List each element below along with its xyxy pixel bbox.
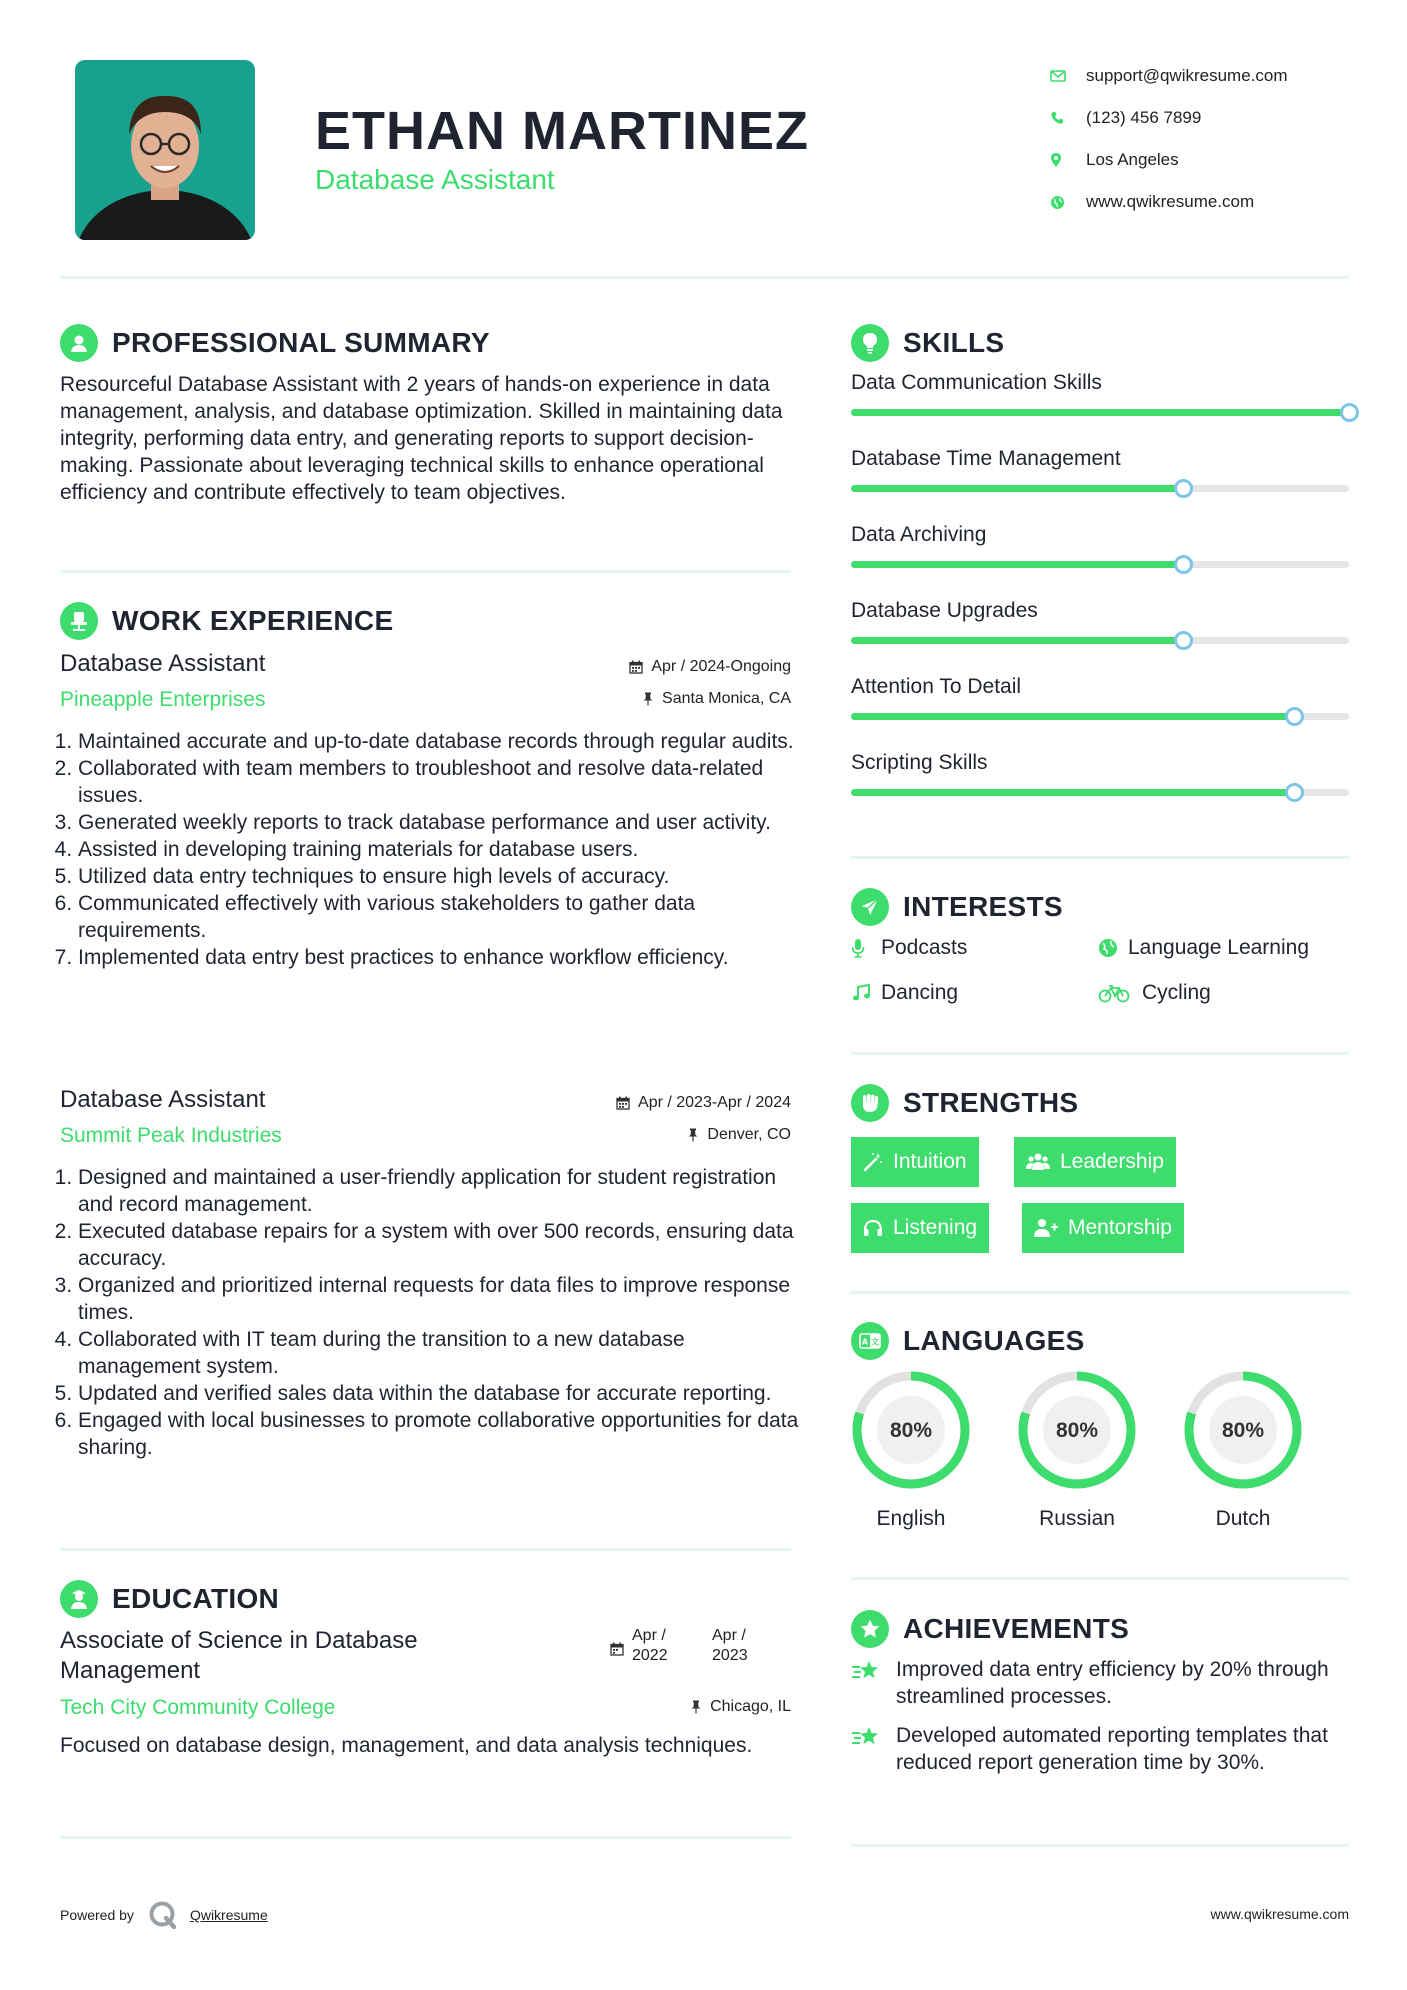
education-divider	[60, 1836, 791, 1839]
strength-tag-intuition: Intuition	[851, 1137, 979, 1187]
education-location: Chicago, IL	[500, 1698, 791, 1716]
school-name: Tech City Community College	[60, 1696, 336, 1719]
candidate-title: Database Assistant	[315, 164, 555, 195]
skill-label: Data Archiving	[851, 523, 987, 546]
list-item: 4. Assisted in developing training materials for database users.	[78, 836, 800, 863]
list-item: 3. Organized and prioritized internal requests for data files to improve response times.	[78, 1272, 800, 1326]
language-progress-ring	[1182, 1369, 1304, 1491]
summary-heading: PROFESSIONAL SUMMARY	[60, 324, 490, 362]
skill-row	[851, 371, 1349, 416]
skill-row	[851, 675, 1349, 720]
svg-text:A: A	[861, 1337, 869, 1347]
microphone-icon	[851, 938, 881, 958]
shooting-star-icon	[851, 1722, 896, 1776]
language-percent: 80%	[889, 1419, 933, 1442]
interest-item: Podcasts	[851, 936, 967, 960]
email-icon	[1050, 70, 1086, 82]
skills-heading: SKILLS	[851, 324, 1004, 362]
job-2-company: Summit Peak Industries	[60, 1124, 282, 1147]
contact-phone[interactable]	[1050, 97, 1390, 139]
skill-knob[interactable]	[1174, 631, 1193, 650]
language-dutch	[1182, 1369, 1304, 1531]
skill-track	[851, 485, 1349, 492]
users-icon	[1026, 1152, 1050, 1172]
list-item: 6. Engaged with local businesses to promote collaborative opportunities for data sharing.	[78, 1407, 800, 1461]
job-2-dates: Apr / 2023-Apr / 2024	[500, 1094, 791, 1112]
strength-tag-mentorship: Mentorship	[1022, 1203, 1184, 1253]
calendar-icon	[616, 1096, 630, 1110]
contact-location	[1050, 139, 1390, 181]
education-heading: EDUCATION	[60, 1580, 279, 1618]
skill-fill	[851, 637, 1183, 644]
interests-heading: INTERESTS	[851, 888, 1063, 926]
contact-list	[1050, 55, 1390, 223]
language-label: English	[876, 1507, 946, 1530]
contact-website[interactable]	[1050, 181, 1390, 223]
contact-email[interactable]	[1050, 55, 1390, 97]
language-progress-ring	[850, 1369, 972, 1491]
list-item: 1. Maintained accurate and up-to-date database records through regular audits.	[78, 728, 800, 755]
education-date-end: Apr / 2023	[712, 1627, 748, 1664]
strengths-heading: STRENGTHS	[851, 1084, 1078, 1122]
calendar-icon	[629, 660, 643, 674]
skill-row	[851, 751, 1349, 796]
strength-tag-listening: Listening	[851, 1203, 989, 1253]
job-2-responsibilities	[60, 1164, 800, 1461]
language-russian	[1016, 1369, 1138, 1531]
globe-icon	[1098, 938, 1128, 958]
star-icon	[851, 1610, 889, 1648]
lightbulb-icon	[851, 324, 889, 362]
skill-knob[interactable]	[1174, 555, 1193, 574]
job-2-location: Denver, CO	[500, 1126, 791, 1144]
education-date-start: Apr / 2022	[632, 1627, 668, 1664]
interests-divider	[851, 1052, 1349, 1055]
skills-divider	[851, 856, 1349, 859]
list-item: 3. Generated weekly reports to track database performance and user activity.	[78, 809, 800, 836]
skill-label: Database Upgrades	[851, 599, 1038, 622]
candidate-name: ETHAN MARTINEZ	[315, 101, 809, 161]
skill-track	[851, 561, 1349, 568]
footer-brand-link[interactable]: Qwikresume	[189, 1907, 268, 1923]
achievement-item: Developed automated reporting templates that reduced report generation time by 30%.	[851, 1722, 1351, 1776]
pushpin-icon	[642, 692, 654, 706]
magic-wand-icon	[863, 1152, 883, 1172]
header-divider	[60, 276, 1349, 279]
bicycle-icon	[1098, 983, 1142, 1003]
job-1-location: Santa Monica, CA	[500, 690, 791, 708]
skill-fill	[851, 713, 1294, 720]
contact-location-text: Los Angeles	[1086, 150, 1179, 169]
skill-knob[interactable]	[1340, 403, 1359, 422]
education-dates	[610, 1626, 760, 1666]
interest-item: Cycling	[1098, 981, 1211, 1005]
strength-tag-leadership: Leadership	[1014, 1137, 1176, 1187]
skill-row	[851, 599, 1349, 644]
list-item: 5. Updated and verified sales data within the database for accurate reporting.	[78, 1380, 800, 1407]
skill-track	[851, 409, 1349, 416]
pushpin-icon	[687, 1128, 699, 1142]
skill-label: Database Time Management	[851, 447, 1121, 470]
job-2-title: Database Assistant	[60, 1086, 266, 1113]
contact-phone-text: (123) 456 7899	[1086, 108, 1202, 127]
skill-track	[851, 713, 1349, 720]
skill-knob[interactable]	[1285, 783, 1304, 802]
interest-item: Language Learning	[1098, 936, 1309, 960]
calendar-icon	[610, 1642, 624, 1666]
job-1-responsibilities	[60, 728, 800, 971]
list-item: 2. Collaborated with team members to troubleshoot and resolve data-related issues.	[78, 755, 800, 809]
language-progress-ring	[1016, 1369, 1138, 1491]
phone-icon	[1050, 111, 1086, 125]
language-english	[850, 1369, 972, 1531]
achievement-item: Improved data entry efficiency by 20% through streamlined processes.	[851, 1656, 1351, 1710]
languages-heading: A 文 LANGUAGES	[851, 1322, 1085, 1360]
footer-powered-by: Powered by Qwikresume	[60, 1900, 268, 1930]
contact-website-text: www.qwikresume.com	[1086, 192, 1255, 211]
job-1-dates: Apr / 2024-Ongoing	[500, 658, 791, 676]
interest-item: Dancing	[851, 981, 958, 1005]
contact-email-text: support@qwikresume.com	[1086, 66, 1288, 85]
profile-photo	[75, 60, 255, 240]
skill-fill	[851, 789, 1294, 796]
music-note-icon	[851, 983, 881, 1003]
user-plus-icon	[1034, 1218, 1058, 1238]
list-item: 6. Communicated effectively with various stakeholders to gather data requirements.	[78, 890, 800, 944]
skill-row	[851, 447, 1349, 492]
list-item: 1. Designed and maintained a user-friendly application for student registration and record management.	[78, 1164, 800, 1218]
language-label: Russian	[1039, 1507, 1115, 1530]
skill-label: Data Communication Skills	[851, 371, 1102, 394]
summary-text: Resourceful Database Assistant with 2 years of hands-on experience in data management, analysis, and database optimization. Skilled in maintaining data integrity, performing data entry, and generating reports to support decision-making. Passionate about leveraging technical skills to enhance operational efficiency and contribute effectively to team objectives.	[60, 373, 783, 504]
skill-knob[interactable]	[1285, 707, 1304, 726]
skill-fill	[851, 409, 1349, 416]
skill-row	[851, 523, 1349, 568]
languages-divider	[851, 1577, 1349, 1580]
work-divider	[60, 1548, 791, 1551]
translate-icon	[851, 1322, 889, 1360]
globe-icon	[1050, 195, 1086, 210]
chair-icon	[60, 602, 98, 640]
skill-label: Scripting Skills	[851, 751, 988, 774]
qwikresume-logo-icon	[148, 1900, 178, 1930]
job-1-company: Pineapple Enterprises	[60, 688, 266, 711]
skill-track	[851, 637, 1349, 644]
user-icon	[60, 324, 98, 362]
strengths-divider	[851, 1291, 1349, 1294]
achievements-heading: ACHIEVEMENTS	[851, 1610, 1129, 1648]
list-item: 5. Utilized data entry techniques to ensure high levels of accuracy.	[78, 863, 800, 890]
language-percent: 80%	[1221, 1419, 1265, 1442]
fist-icon	[851, 1084, 889, 1122]
headphones-icon	[863, 1218, 883, 1238]
list-item: 7. Implemented data entry best practices to enhance workflow efficiency.	[78, 944, 800, 971]
skill-fill	[851, 561, 1183, 568]
education-description: Focused on database design, management, and data analysis techniques.	[60, 1734, 753, 1757]
job-1-title: Database Assistant	[60, 650, 266, 677]
language-label: Dutch	[1215, 1507, 1271, 1530]
shooting-star-icon	[851, 1656, 896, 1710]
language-percent: 80%	[1055, 1419, 1099, 1442]
achievements-divider	[851, 1844, 1349, 1847]
svg-text:文: 文	[871, 1337, 879, 1347]
list-item: 4. Collaborated with IT team during the transition to a new database management system.	[78, 1326, 800, 1380]
skill-knob[interactable]	[1174, 479, 1193, 498]
skill-track	[851, 789, 1349, 796]
list-item: 2. Executed database repairs for a system with over 500 records, ensuring data accuracy.	[78, 1218, 800, 1272]
summary-divider	[60, 570, 791, 573]
work-heading: WORK EXPERIENCE	[60, 602, 393, 640]
skill-fill	[851, 485, 1183, 492]
pushpin-icon	[690, 1700, 702, 1714]
footer-url[interactable]: www.qwikresume.com	[1210, 1906, 1349, 1922]
paper-plane-icon	[851, 888, 889, 926]
skill-label: Attention To Detail	[851, 675, 1022, 698]
graduate-icon	[60, 1580, 98, 1618]
location-pin-icon	[1050, 152, 1086, 168]
degree-title: Associate of Science in Database Management	[60, 1627, 418, 1684]
